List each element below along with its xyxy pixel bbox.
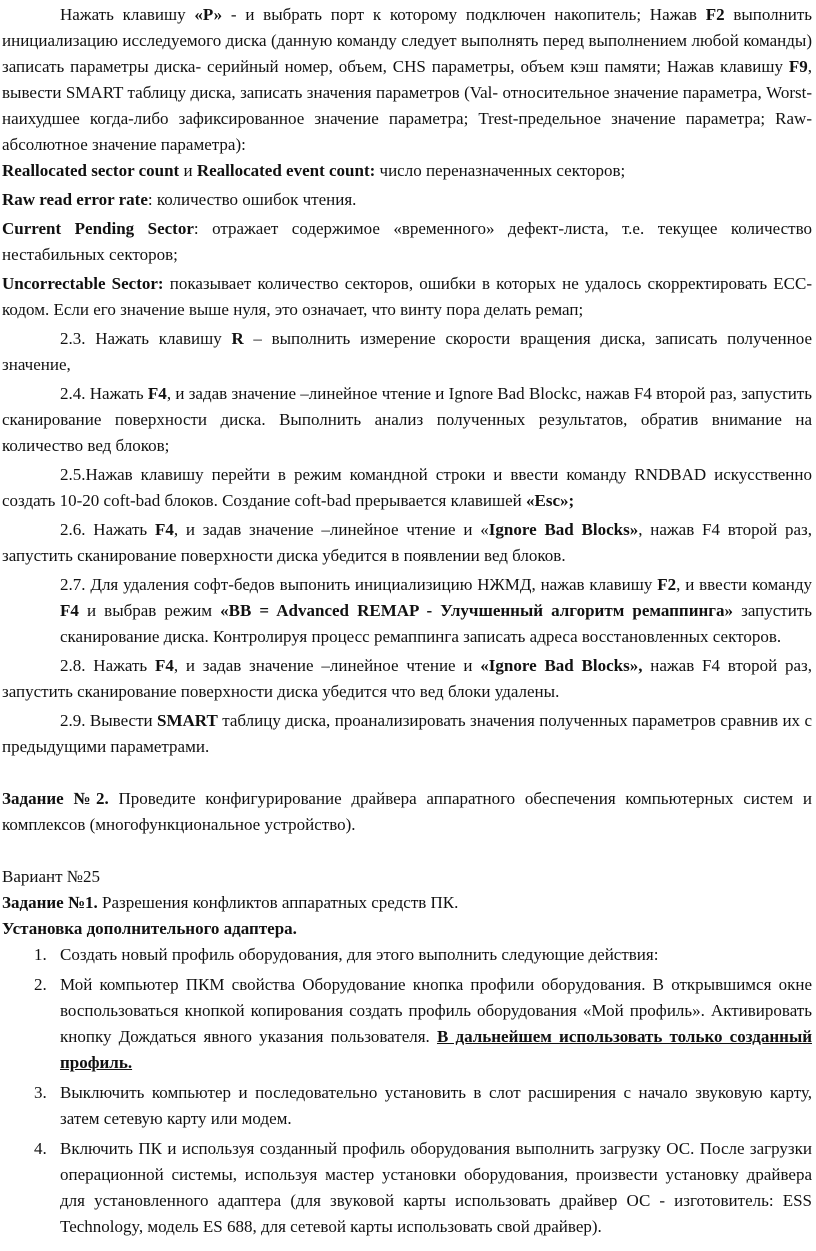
list-text: Включить ПК и используя созданный профиль оборудования выполнить загрузку ОС. После загрузки операционной системы, используя мастер установки оборудования, произвести установку драйвера для установленного адаптера (для звуковой карты использовать драйвер ОС - изготовитель: ESS Technology, модель ES 688, для сетевой карты использовать свой драйвер). [60,1139,812,1236]
term-smart: SMART [157,711,218,730]
text: 2.8. Нажать [60,656,155,675]
text: : количество ошибок чтения. [147,190,357,209]
text: , и ввести команду [676,575,812,594]
list-number: 1. [34,945,47,964]
list-text: Мой компьютер ПКМ свойства Оборудование кнопка профили оборудования. В открывшимся окне воспользоваться кнопкой копирования создать профиль оборудования «Мой профиль». Активировать кнопку Дождаться явного указания пользователя. [60,975,812,1046]
key-f2: F2 [705,5,725,24]
text: , и задав значение –линейное чтение и Ignore Bad Blockс, нажав F4 второй раз, запустить сканирование поверхности диска. Выполнить анализ полученных результатов, обратив внимание на количество вед блоков; [2,384,812,455]
paragraph-step-2-8 [2,653,812,705]
text: – выполнить измерение скорости вращения диска, записать полученное значение, [2,329,812,374]
text: , и задав значение –линейное чтение и « [173,520,489,539]
list-item [2,1080,812,1132]
paragraph-task-1 [2,890,812,916]
text: Проведите конфигурирование драйвера аппаратного обеспечения компьютерных систем и комплексов (многофункциональное устройство). [2,789,812,834]
text: : отражает содержимое «временного» дефект-листа, т.е. текущее количество нестабильных секторов; [2,219,812,264]
paragraph-raw-read [2,187,812,213]
paragraph-step-2-6 [2,517,812,569]
text: Нажать клавишу [60,5,195,24]
key-f4: F4 [147,384,167,403]
list-item [2,972,812,1076]
key-p: «Р» [194,5,223,24]
text: , и задав значение –линейное чтение и [173,656,481,675]
list-number: 3. [34,1083,47,1102]
paragraph-reallocated [2,158,812,184]
emphasis-text: В дальнейшем использовать только созданный профиль. [60,1027,813,1072]
paragraph-step-2-7 [60,572,812,650]
paragraph-step-2-5 [2,462,812,514]
list-text: Выключить компьютер и последовательно установить в слот расширения с начало звуковую карту, затем сетевую карту или модем. [60,1083,812,1128]
key-r: R [231,329,244,348]
term-ignore-bad-blocks: «Ignore Bad Blocks», [480,656,643,675]
list-number: 4. [34,1139,47,1158]
text: , вывести SMART таблицу диска, записать значения параметров (Val- относительное значение параметра, Worst-наихудшее когда-либо зафиксированное значение параметра; Trest-предельное значение параметра; Raw- абсолютное значение параметра): [2,57,812,154]
text: и [179,161,197,180]
list-item [2,1136,812,1240]
install-adapter-title-text: Установка дополнительного адаптера. [2,919,297,938]
text: , нажав F4 второй раз, запустить сканирование поверхности диска убедится в появлении вед блоков. [2,520,812,565]
spacer [2,760,812,786]
term-bb-advanced-remap: «BB = Advanced REMAP - Улучшенный алгоритм ремаппинга» [220,601,734,620]
key-f9: F9 [788,57,808,76]
term-raw-read-error-rate: Raw read error rate [2,190,148,209]
text: Разрешения конфликтов аппаратных средств ПК. [97,893,459,912]
list-item [2,942,812,968]
key-esc: «Esc»; [526,491,575,510]
term-reallocated-sector-count: Reallocated sector count [2,161,180,180]
text: показывает количество секторов, ошибки в которых не удалось скорректировать ECC-кодом. Если его значение выше нуля, это означает, что винту пора делать ремап; [2,274,812,319]
paragraph-step-2-9 [2,708,812,760]
term-uncorrectable-sector: Uncorrectable Sector: [2,274,164,293]
text: выполнить инициализацию исследуемого диска (данную команду следует выполнять перед выполнением любой команды) записать параметры диска- серийный номер, объем, CHS параметры, объем кэш памяти; Нажав клавишу [2,5,813,76]
text: 2.7. Для удаления софт-бедов выпонить инициализицию НЖМД, нажав клавишу [60,575,658,594]
text: 2.4. Нажать [60,384,148,403]
paragraph-uncorrectable [2,271,812,323]
text: 2.3. Нажать клавишу [60,329,232,348]
text: число переназначенных секторов; [375,161,626,180]
term-reallocated-event-count: Reallocated event count: [196,161,376,180]
paragraph-task-2 [2,786,812,838]
key-f4: F4 [60,601,79,620]
variant-heading: Вариант №25 [2,867,101,886]
text: запустить сканирование диска. Контролируя процесс ремаппинга записать адреса восстановленных секторов. [60,601,812,646]
text: 2.5.Нажав клавишу перейти в режим командной строки и ввести команду RNDBAD искусственно создать 10-20 coft-bad блоков. Создание coft-bad прерывается клавишей [2,465,812,510]
text-block [60,572,812,650]
paragraph-pending [2,216,812,268]
key-f2: F2 [657,575,677,594]
install-adapter-title [2,916,812,942]
text: и выбрав режим [78,601,221,620]
text: таблицу диска, проанализировать значения полученных параметров сравнив их с предыдущими параметрами. [2,711,812,756]
text: 2.6. Нажать [60,520,155,539]
task-2-label: Задание №2. [2,789,109,808]
paragraph-step-2-3 [2,326,812,378]
paragraph-step-2-4 [2,381,812,459]
key-f4: F4 [154,656,174,675]
steps-list [2,942,812,1240]
paragraph-port-init-smart [2,2,812,158]
spacer [2,838,812,864]
text: 2.9. Вывести [60,711,158,730]
text: нажав F4 второй раз, запустить сканирование поверхности диска убедится что вед блоки удалены. [2,656,812,701]
list-text: Создать новый профиль оборудования, для этого выполнить следующие действия: [60,945,659,964]
key-f4: F4 [154,520,174,539]
list-number: 2. [34,975,47,994]
task-1-label: Задание №1. [2,893,98,912]
term-current-pending-sector: Current Pending Sector [2,219,194,238]
text: - и выбрать порт к которому подключен накопитель; Нажав [222,5,706,24]
term-ignore-bad-blocks: Ignore Bad Blocks» [488,520,639,539]
